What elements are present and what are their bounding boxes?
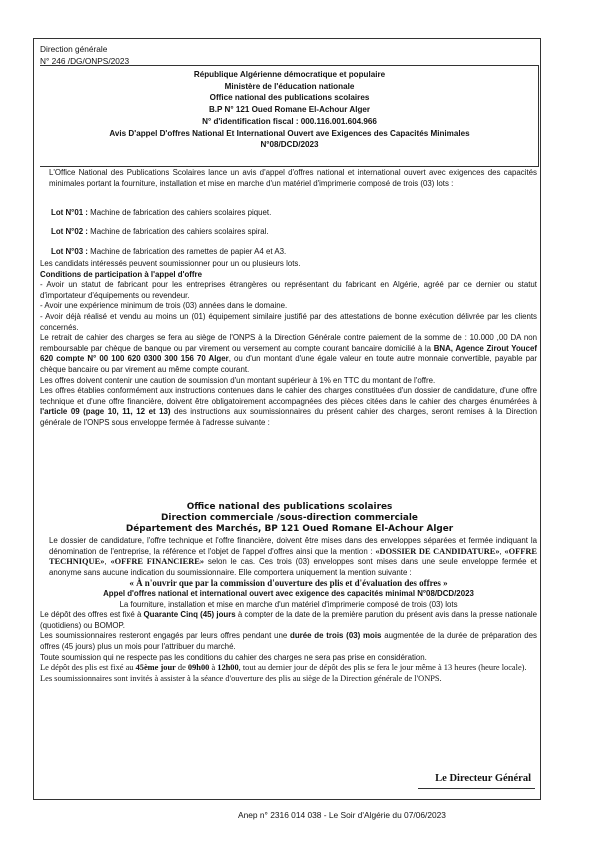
engage-text: Les soumissionnaires resteront engagés par leurs offres pendant une: [40, 631, 291, 641]
plis-sep: de: [175, 663, 188, 673]
header-avis-title: Avis D'appel D'offres National Et International Ouvert ave Exigences des Capacités Minimales: [109, 128, 470, 138]
condition-item-1: - Avoir un statut de fabricant pour les entreprises étrangères ou représentant du fabricant en Algérie, agréé par ce dernier ou statut d'importateur d'équipements ou revendeur.: [40, 280, 537, 300]
depot-text-end: à compter de la date de la première parution du présent avis dans la presse nationale (quotidiens) ou BOMOP.: [40, 610, 537, 630]
plis-text: Le dépôt des plis est fixé au: [40, 663, 136, 673]
offres-text: Les offres établies conformément aux instructions contenues dans le cahier des charges constituées d'un dossier de candidature, d'une offre technique et d'une offre financière, doivent être obligatoirement accompagnées des pièces citées dans le cahier des charges énumérées à: [40, 386, 537, 406]
address-department: Département des Marchés, BP 121 Oued Romane El-Achour Alger: [125, 524, 454, 534]
lot-2: [51, 227, 269, 237]
non-respect-paragraph: Toute soumission qui ne respecte pas les conditions du cahier des charges ne sera pas prise en considération.: [40, 652, 427, 662]
lot-2-label: Lot N°02 :: [51, 227, 88, 236]
candidates-text: Les candidats intéressés peuvent soumissionner pour un ou plusieurs lots.: [40, 259, 301, 268]
engage-duration: durée de trois (03) mois: [290, 631, 382, 641]
lot-1: [51, 208, 271, 218]
lot-3-text: Machine de fabrication des ramettes de papier A4 et A3.: [90, 247, 287, 256]
header: [40, 69, 539, 151]
conditions-block: [40, 259, 537, 429]
address-office: Office national des publications scolaires: [186, 502, 393, 512]
mention-financiere: «OFFRE FINANCIERE»: [110, 557, 205, 567]
mention-do-not-open: « À n'ouvrir que par la commission d'ouverture des plis et d'évaluation des offres »: [129, 578, 448, 589]
caution-paragraph: Les offres doivent contenir une caution de soumission d'un montant supérieur à 1% en TTC du montant de l'offre.: [40, 375, 436, 385]
conditions-title: Conditions de participation à l'appel d'offre: [40, 269, 203, 279]
engage-text-end: augmentée de la durée de préparation des offres (45 jours) plus un mois pour l'attribuer du marché.: [40, 631, 537, 651]
mention-object: La fourniture, installation et mise en marche d'un matériel d'imprimerie composé de trois (03) lots: [119, 599, 458, 609]
offres-paragraph: [40, 386, 537, 428]
retrait-paragraph: [40, 333, 537, 375]
lot-3: [51, 247, 286, 257]
condition-item-2: - Avoir une expérience minimum de trois (03) années dans le domaine.: [40, 301, 288, 311]
intro-block: [40, 168, 537, 189]
offres-text-end: des instructions aux soumissionnaires du présent cahier des charges, seront remises à la Direction générale de l'ONPS sous enveloppe fermée à l'adresse suivante :: [40, 407, 538, 427]
depot-paragraph: [40, 610, 537, 631]
invite-paragraph: Les soumissionnaires sont invités à assister à la séance d'ouverture des plis au siège de la Direction générale de l'ONPS.: [40, 673, 442, 683]
header-republic: République Algérienne démocratique et populaire: [193, 70, 386, 79]
retrait-bank-account: BNA, Agence Zirout Youcef 620 compte N° 00 100 620 0300 300 156 70 Alger: [40, 343, 537, 364]
header-bp: B.P N° 121 Oued Romane El-Achour Alger: [208, 105, 371, 115]
address-direction: Direction commerciale /sous-direction commerciale: [161, 513, 418, 523]
offres-article-ref: l'article 09 (page 10, 11, 12 et 13): [40, 407, 171, 417]
address-block: [40, 502, 539, 535]
lot-1-text: Machine de fabrication des cahiers scolaires piquet.: [90, 208, 272, 217]
engagement-paragraph: [40, 631, 537, 652]
retrait-text-end: , ou d'un montant d'une égale valeur en toute autre monnaie convertible, payable par chèque bancaire ou par virement au même compte courant.: [40, 354, 537, 374]
mention-technique: «OFFRE TECHNIQUE»: [49, 546, 537, 567]
signature-underline: [418, 788, 535, 789]
plis-text-end: , tout au dernier jour de dépôt des plis se fera le jour même à 13 heures (heure locale).: [238, 663, 527, 673]
plis-day: 45ème jour: [135, 663, 176, 673]
lot-2-text: Machine de fabrication des cahiers scolaires spiral.: [90, 227, 269, 236]
depot-duration: Quarante Cinq (45) jours: [143, 610, 236, 620]
lot-3-label: Lot N°03 :: [51, 247, 88, 256]
plis-start-time: 09h00: [187, 663, 210, 673]
plis-paragraph: [40, 663, 537, 674]
mention-candidature: «DOSSIER DE CANDIDATURE»: [375, 546, 500, 556]
lot-1-label: Lot N°01 :: [51, 208, 88, 217]
header-nif: N° d'identification fiscal : 000.116.001.604.966: [202, 116, 377, 126]
dossier-paragraph: Le dossier de candidature, l'offre technique et l'offre financière, doivent être mises dans des enveloppes séparées et fermée indiquant la dénomination de l'entreprise, la référence et l'objet de l'appel d'offres ainsi que la mention : «DOSSIER DE CANDIDATURE», «OFFRE TECHNIQUE», «OFFRE FINANCIERE» selon le cas. Ces trois (03) enveloppes sont mises dans une seule enveloppe fermée et anonyme sans aucune indication du soumissionnaire. Elle comportera uniquement la mention suivante :: [49, 536, 537, 577]
dossier-text: Le dossier de candidature, l'offre technique et l'offre financière, doivent être mises dans des enveloppes séparées et fermée indiquant la dénomination de l'entreprise, la référence et l'objet de l'appel d'offres ainsi que la mention :: [49, 536, 537, 556]
condition-item-3: - Avoir déjà réalisé et vendu au moins un (01) équipement similaire justifié par des attestations de bonne exécution délivrée par les clients concernés.: [40, 311, 537, 332]
header-ministry: Ministère de l'éducation nationale: [224, 81, 355, 91]
retrait-text: Le retrait de cahier des charges se fera au siège de l'ONPS à la Direction Générale contre paiement de la somme de : 10.000 ,00 DA non remboursable par chèque de banque ou par virement ou versement au compte courant bancaire domicilié à la: [40, 333, 537, 353]
header-office: Office national des publications scolaires: [209, 93, 370, 103]
dossier-tail: selon le cas. Ces trois (03) enveloppes sont mises dans une seule enveloppe fermée et anonyme sans aucune indication du soumissionnaire. Elle comportera uniquement la mention suivante :: [49, 557, 537, 577]
header-avis-number: N°08/DCD/2023: [260, 140, 319, 150]
plis-end-time: 12h00: [217, 663, 239, 673]
ref-direction: Direction générale: [40, 44, 108, 54]
mention-avis-ref: Appel d'offres national et international ouvert avec exigence des capacités minimal N°08/DCD/2023: [103, 588, 474, 598]
depot-text: Le dépôt des offres est fixé à: [40, 610, 144, 620]
signature: Le Directeur Général: [435, 773, 531, 784]
dossier-block: [40, 536, 537, 684]
plis-sep-2: à: [209, 663, 218, 673]
ref-number: N° 246 /DG/ONPS/2023: [40, 56, 130, 66]
intro-paragraph: L'Office National des Publications Scolaires lance un avis d'appel d'offres national et international ouvert avec exigences des capacités minimales portant la fourniture, installation et mise en marche d'un matériel d'imprimerie composé de trois (03) lots :: [49, 168, 537, 188]
footer-reference: Anep n° 2316 014 038 - Le Soir d'Algérie du 07/06/2023: [238, 810, 446, 820]
